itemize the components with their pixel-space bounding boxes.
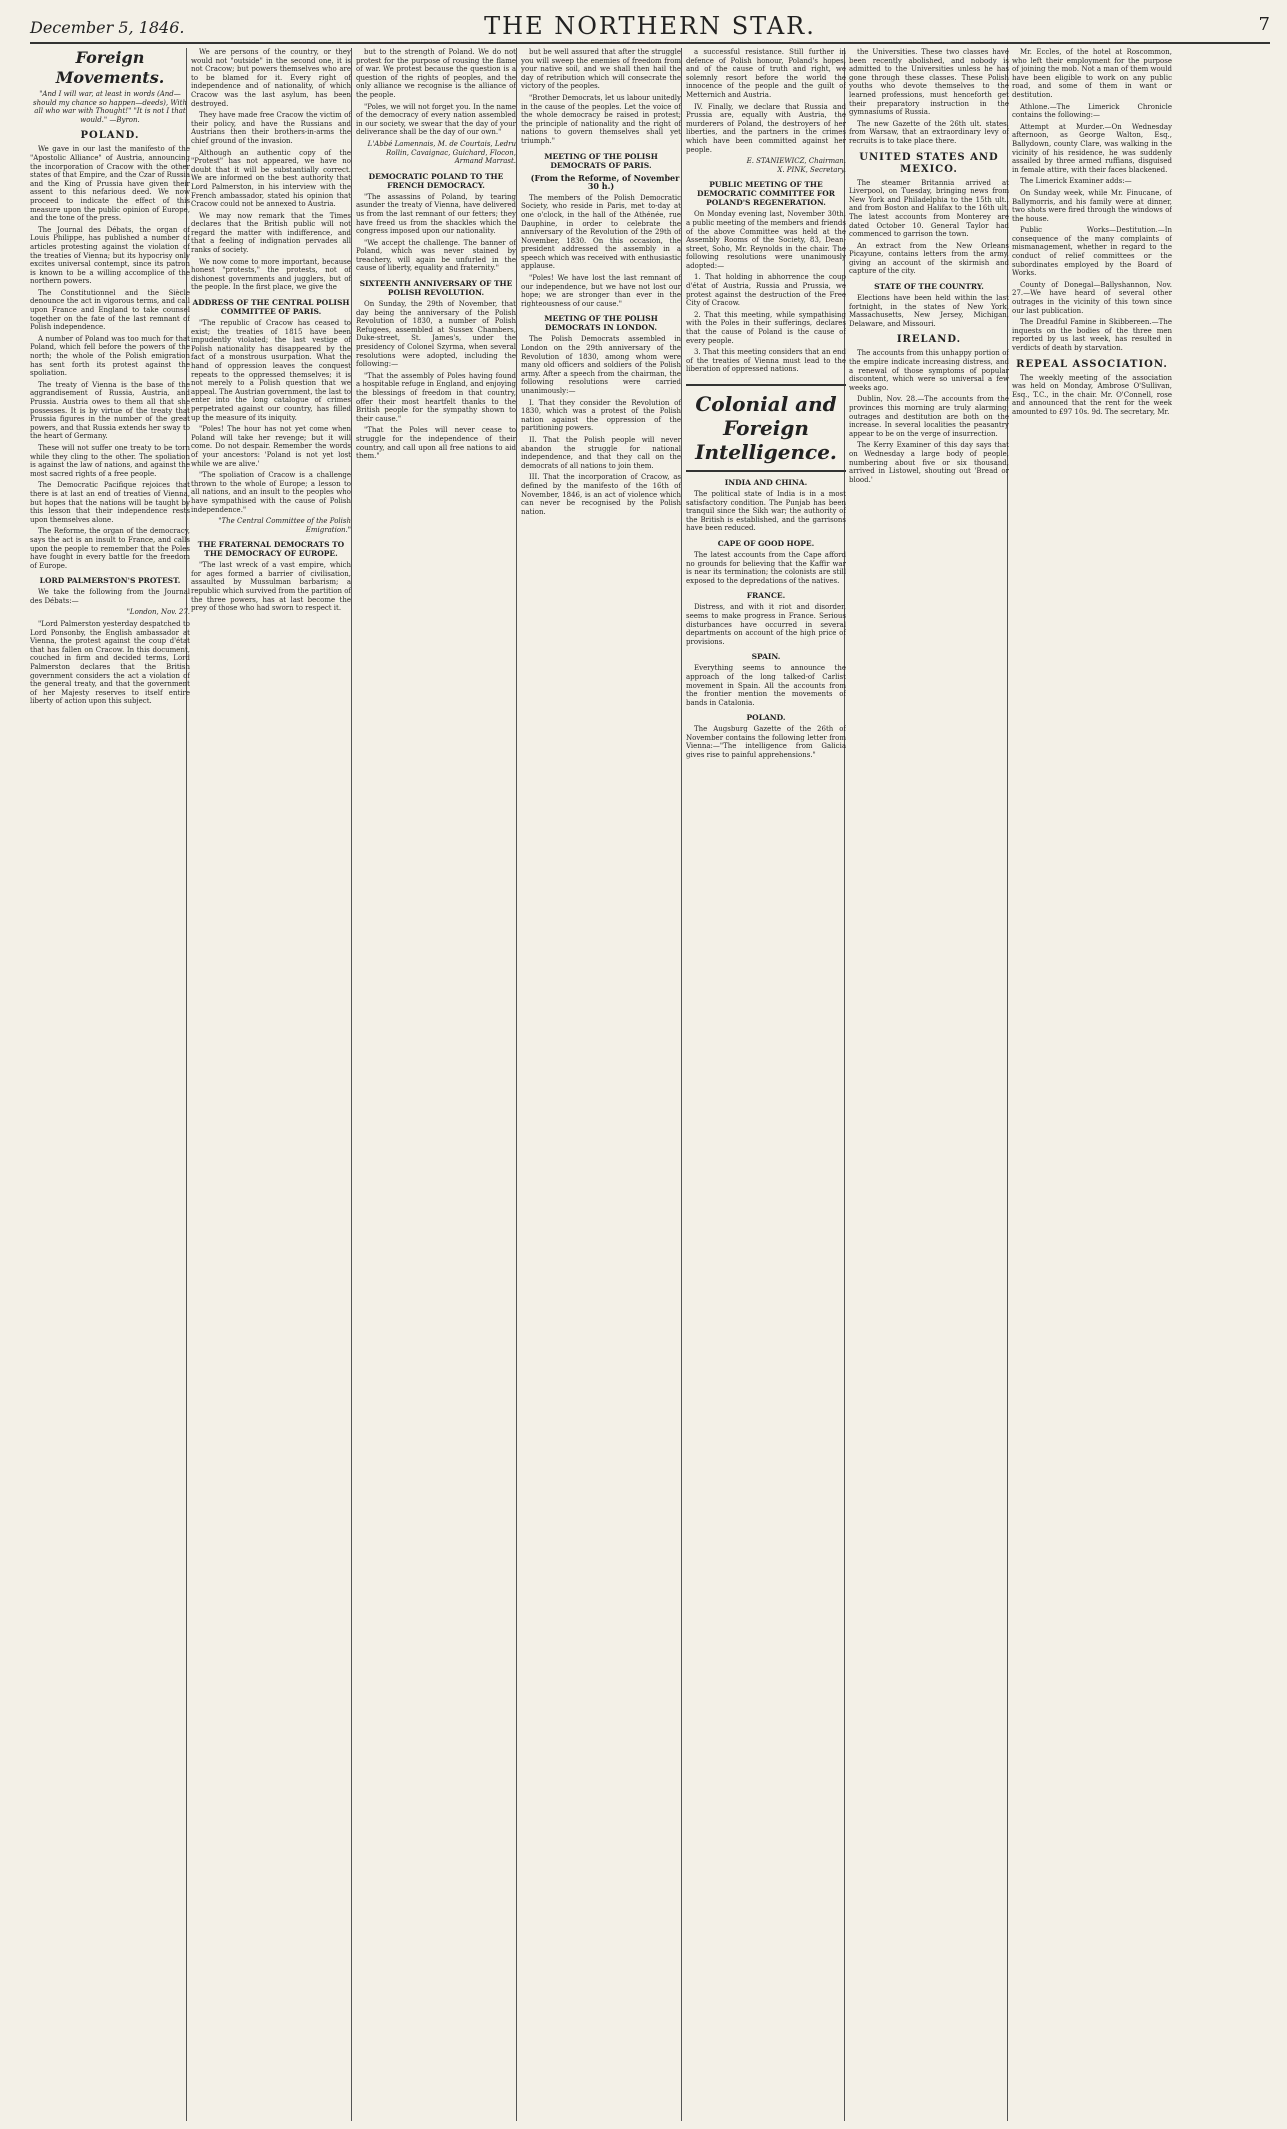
paragraph: III. That the incorporation of Cracow, as defined by the manifesto of the 16th of November, 1846, is an act of violence which can never be recognised by the Polish nation.	[521, 473, 681, 516]
column-rule	[351, 48, 352, 2121]
paragraph: IV. Finally, we declare that Russia and Prussia are, equally with Austria, the murderers of Poland, the destroyers of her liberties, and the partners in the crimes which have been committed against her people.	[686, 102, 846, 154]
paragraph: These will not suffer one treaty to be torn while they cling to the other. The spoliation is against the law of nations, and against the most sacred rights of a free people.	[30, 443, 190, 478]
column-rule	[681, 48, 682, 2121]
paragraph: The members of the Polish Democratic Society, who reside in Paris, met to-day at one o'clock, in the hall of the Athénée, rue Dauphine, in order to celebrate the anniversary of the Revolution of the 29th of November, 1830. On this occasion, the president addressed the assembly in a speech which was received with enthusiastic applause.	[521, 193, 681, 271]
paragraph: "The spoliation of Cracow is a challenge thrown to the whole of Europe; a lesson to all nations, and an insult to the peoples who have sympathised with the cause of Polish independence."	[191, 471, 351, 514]
paragraph: The Kerry Examiner of this day says that on Wednesday a large body of people, numbering about five or six thousand, arrived in Listowel, shouting out 'Bread or blood.'	[849, 441, 1009, 484]
paragraph: Athlone.—The Limerick Chronicle contains the following:—	[1012, 102, 1172, 120]
paragraph: "Brother Democrats, let us labour unitedly in the cause of the peoples. Let the voice of the whole democracy be raised in protest; the principle of nationality and the right of nations to govern themselves shall yet triumph."	[521, 93, 681, 145]
paragraph: The treaty of Vienna is the base of the aggrandisement of Russia, Austria, and Prussia. Austria owes to them all that she possesses. It is by virtue of the treaty that Prussia figures in the number of the great powers, and that Russia extends her sway to the heart of Germany.	[30, 380, 190, 441]
paragraph: 2. That this meeting, while sympathising with the Poles in their sufferings, declares that the cause of Poland is the cause of every people.	[686, 310, 846, 345]
column-4	[521, 48, 681, 2121]
paragraph: We are persons of the country, or they would not "outside" in the second one, it is not Cracow; but powers themselves who are to be blamed for it. Every right of independence and of nationality, of which Cracow was the last asylum, has been destroyed.	[191, 48, 351, 108]
paragraph: I. That they consider the Revolution of 1830, which was a protest of the Polish nation against the oppression of the partitioning powers.	[521, 398, 681, 433]
section-title: Foreign Movements.	[55, 48, 165, 87]
article-heading: INDIA AND CHINA.	[724, 478, 808, 487]
column-rule	[516, 48, 517, 2121]
paragraph: "Poles, we will not forget you. In the name of the democracy of every nation assembled in our society, we swear that the day of your deliverance shall be the day of our own."	[356, 102, 516, 137]
paragraph: Dublin, Nov. 28.—The accounts from the provinces this morning are truly alarming; outrages and destitution are both on the increase. In several localities the peasantry appear to be on the verge of insurrection.	[849, 395, 1009, 438]
signature: E. STANIEWICZ, Chairman. X. PINK, Secretary.	[746, 157, 846, 174]
paragraph: The accounts from this unhappy portion of the empire indicate increasing distress, and a renewal of those symptoms of popular discontent, which were so universal a few weeks ago.	[849, 349, 1009, 392]
article-heading: STATE OF THE COUNTRY.	[874, 282, 984, 292]
masthead	[30, 8, 1270, 44]
paragraph: Although an authentic copy of the "Protest" has not appeared, we have no doubt that it will be substantially correct. We are informed on the best authority that Lord Palmerston, in his interview with the French ambassador, stated his opinion that Cracow could not be annexed to Austria.	[191, 148, 351, 209]
paragraph: "The republic of Cracow has ceased to exist; the treaties of 1815 have been impudently violated; the last vestige of Polish nationality has disappeared by the fact of a monstrous usurpation. What the hand of oppression leaves the conquest repeats to the oppressed themselves; it is not merely to a Polish question that we appeal. The Austrian government, the last to enter into the long catalogue of crimes perpetrated against our country, has filled up the measure of its iniquity.	[191, 319, 351, 422]
page-number: 7	[1258, 14, 1270, 35]
paragraph: We now come to more important, because honest "protests," the protests, not of dishonest governments and jugglers, but of the people. In the first place, we give the	[191, 257, 351, 292]
paragraph: "Poles! We have lost the last remnant of our independence, but we have not lost our hope; we are stronger than ever in the righteousness of our cause."	[521, 274, 681, 308]
paragraph: The Augsburg Gazette of the 26th of November contains the following letter from Vienna:—"The intelligence from Galicia gives rise to painful apprehensions."	[686, 725, 846, 760]
paragraph: "Poles! The hour has not yet come when Poland will take her revenge; but it will come. Do not despair. Remember the words of your ancestors: 'Poland is not yet lost while we are alive.'	[191, 425, 351, 468]
paragraph: The political state of India is in a most satisfactory condition. The Punjab has been tranquil since the Sikh war; the authority of the British is established, and the garrisons have been reduced.	[686, 490, 846, 533]
column-3	[356, 48, 516, 2121]
paragraph: On Sunday week, while Mr. Finucane, of Ballymorris, and his family were at dinner, two shots were fired through the windows of the house.	[1012, 188, 1172, 223]
article-heading: ADDRESS OF THE CENTRAL POLISH COMMITTEE OF PARIS.	[192, 298, 350, 317]
paragraph: The new Gazette of the 26th ult. states, from Warsaw, that an extraordinary levy of recruits is to take place there.	[849, 119, 1009, 145]
issue-date: December 5, 1846.	[30, 18, 185, 37]
article-heading: THE FRATERNAL DEMOCRATS TO THE DEMOCRACY OF EUROPE.	[197, 540, 345, 559]
paragraph: We gave in our last the manifesto of the "Apostolic Alliance" of Austria, announcing the incorporation of Cracow with the other states of that Empire, and the Czar of Russia and the King of Prussia have given their assent to this nefarious deed. We now proceed to indicate the effect of this measure upon the public opinion of Europe, and the tone of the press.	[30, 145, 190, 223]
column-2	[191, 48, 351, 2121]
paragraph: The Polish Democrats assembled in London on the 29th anniversary of the Revolution of 1830, among whom were many old officers and soldiers of the Polish army. After a speech from the chairman, the following resolutions were carried unanimously:—	[521, 335, 681, 395]
article-heading: SIXTEENTH ANNIVERSARY OF THE POLISH REVOLUTION.	[359, 279, 513, 298]
paragraph: We may now remark that the Times declares that the British public will not regard the matter with indifference, and that a feeling of indignation pervades all ranks of society.	[191, 211, 351, 255]
paragraph: A number of Poland was too much for that Poland, which fell before the powers of the north; the whole of the Polish emigration has sent forth its protest against the spoliation.	[30, 334, 190, 378]
paragraph: a successful resistance. Still further in defence of Polish honour, Poland's hopes, and of the cause of truth and right, we solemnly resort before the world the innocence of the people and the guilt of Metternich and Austria.	[686, 48, 846, 99]
paragraph: On Monday evening last, November 30th, a public meeting of the members and friends of the above Committee was held at the Assembly Rooms of the Society, 83, Dean-street, Soho, Mr. Reynolds in the chair. The following resolutions were unanimously adopted:—	[686, 210, 846, 270]
epigraph: "And I will war, at least in words (And—should my chance so happen—deeds), With all who war with Thought!" "It is not I that would." —Byron.	[33, 90, 187, 124]
paragraph: "The last wreck of a vast empire, which for ages formed a barrier of civilisation, assaulted by Mussulman barbarism; a republic which survived from the partition of the three powers, has at last become the prey of those who had sworn to respect it.	[191, 561, 351, 613]
article-heading: REPEAL ASSOCIATION.	[1016, 358, 1168, 370]
article-heading: CAPE OF GOOD HOPE.	[717, 538, 815, 548]
article-heading: DEMOCRATIC POLAND TO THE FRENCH DEMOCRACY.	[368, 171, 504, 190]
paragraph: Public Works—Destitution.—In consequence of the many complaints of mismanagement, whether in regard to the conduct of relief committees or the subordinates employed by the Board of Works.	[1012, 226, 1172, 278]
paragraph: The latest accounts from the Cape afford no grounds for believing that the Kaffir war is near its termination; the colonists are still exposed to the depredations of the natives.	[686, 550, 846, 585]
paragraph: but be well assured that after the struggle you will sweep the enemies of freedom from your native soil, and we shall then hail the day of retribution which will consecrate the victory of the peoples.	[521, 48, 681, 91]
article-heading: POLAND.	[746, 713, 786, 723]
signatures: L'Abbé Lamennais, M. de Courtais, Ledru Rollin, Cavaignac, Guichard, Flocon, Armand Marrast.	[367, 139, 516, 166]
paragraph: On Sunday, the 29th of November, that day being the anniversary of the Polish Revolution of 1830, a number of Polish Refugees, assembled at Sussex Chambers, Duke-street, St. James's, under the presidency of Colonel Szyrma, when several resolutions were adopted, including the following:—	[356, 300, 516, 369]
paragraph: The Constitutionnel and the Siècle denounce the act in vigorous terms, and call upon France and England to take counsel together on the fate of the last remnant of Polish independence.	[30, 288, 190, 332]
dateline: "London, Nov. 27.	[126, 608, 190, 617]
paragraph: Distress, and with it riot and disorder, seems to make progress in France. Serious disturbances have occurred in several departments on account of the high price of provisions.	[686, 603, 846, 646]
paragraph: Elections have been held within the last fortnight, in the states of New York, Massachusetts, New Jersey, Michigan, Delaware, and Missouri.	[849, 294, 1009, 328]
paragraph: 1. That holding in abhorrence the coup d'état of Austria, Russia and Prussia, we protest against the destruction of the Free City of Cracow.	[686, 273, 846, 308]
paragraph: "Lord Palmerston yesterday despatched to Lord Ponsonby, the English ambassador at Vienna, the protest against the coup d'état that has fallen on Cracow. In this document, couched in firm and decided terms, Lord Palmerston declares that the British government considers the act a violation of the general treaty, and that the government of her Majesty reserves to itself entire liberty of action upon this subject.	[30, 620, 190, 706]
paragraph: The weekly meeting of the association was held on Monday, Ambrose O'Sullivan, Esq., T.C., in the chair. Mr. O'Connell, rose and announced that the rent for the week amounted to £97 10s. 9d. The secretary, Mr.	[1012, 373, 1172, 416]
source-note: (From the Reforme, of November 30 h.)	[530, 172, 680, 192]
paragraph: "That the Poles will never cease to struggle for the independence of their country, and call upon all free nations to aid them."	[356, 426, 516, 461]
article-heading: PUBLIC MEETING OF THE DEMOCRATIC COMMITTEE FOR POLAND'S REGENERATION.	[697, 180, 835, 208]
article-heading: IRELAND.	[896, 334, 962, 346]
paragraph: "The assassins of Poland, by tearing asunder the treaty of Vienna, have delivered us from the last remnant of our fetters; they have freed us from the shackles which the congress imposed upon our nationality.	[356, 192, 516, 236]
paragraph: II. That the Polish people will never abandon the struggle for national independence, and that they call on the democrats of all nations to join them.	[521, 435, 681, 470]
article-heading: POLAND.	[80, 130, 140, 142]
paragraph: 3. That this meeting considers that an end of the treaties of Vienna must lead to the liberation of oppressed nations.	[686, 348, 846, 374]
paragraph: An extract from the New Orleans Picayune, contains letters from the army, giving an account of the skirmish and capture of the city.	[849, 241, 1009, 276]
paragraph: "That the assembly of Poles having found a hospitable refuge in England, and enjoying the blessings of freedom in that country, offer their most heartfelt thanks to the British people for the sympathy shown to their cause."	[356, 371, 516, 423]
paragraph: "We accept the challenge. The banner of Poland, which was never stained by treachery, will again be unfurled in the cause of liberty, equality and fraternity."	[356, 238, 516, 273]
paragraph: The Reforme, the organ of the democracy, says the act is an insult to France, and calls upon the people to remember that the Poles have fought in every battle for the freedom of Europe.	[30, 527, 190, 570]
article-heading: UNITED STATES AND MEXICO.	[859, 151, 999, 175]
paragraph: Attempt at Murder.—On Wednesday afternoon, as George Walton, Esq., Ballydown, county Clare, was walking in the vicinity of his residence, he was suddenly assailed by three armed ruffians, disguised in female attire, with their faces blackened.	[1012, 122, 1172, 174]
paragraph: The Dreadful Famine in Skibbereen.—The inquests on the bodies of the three men reported by us last week, has resulted in verdicts of death by starvation.	[1012, 318, 1172, 352]
paragraph: Everything seems to announce the approach of the long talked-of Carlist movement in Spain. All the accounts from the frontier mention the movements of bands in Catalonia.	[686, 664, 846, 707]
paragraph: They have made free Cracow the victim of their policy, and have the Russians and Austrians then their brothers-in-arms the chief ground of the invasion.	[191, 111, 351, 145]
paragraph: the Universities. These two classes have been recently abolished, and nobody is admitted to the Universities unless he has gone through these classes. These Polish youths who devote themselves to the learned professions, must henceforth get their preparatory instruction in the gymnasiums of Russia.	[849, 48, 1009, 117]
signature: "The Central Committee of the Polish Emigration."	[218, 517, 351, 534]
paragraph: but to the strength of Poland. We do not protest for the purpose of rousing the flame of war. We protest because the question is a question of the rights of peoples, and the only alliance we recognise is the alliance of the people.	[356, 48, 516, 99]
article-heading: MEETING OF THE POLISH DEMOCRATS IN LONDON.	[544, 314, 658, 333]
column-5	[686, 48, 846, 2121]
paragraph: The Journal des Débats, the organ of Louis Philippe, has published a number of articles protesting against the violation of the treaties of Vienna; but its hypocrisy only excites universal contempt, since its patron is known to be a willing accomplice of the northern powers.	[30, 225, 190, 286]
column-7	[1012, 48, 1172, 2121]
section-title: Colonial and Foreign Intelligence.	[695, 392, 837, 464]
article-heading: MEETING OF THE POLISH DEMOCRATS OF PARIS.	[544, 151, 658, 170]
paragraph: County of Donegal—Ballyshannon, Nov. 27.—We have heard of several other outrages in the vicinity of this town since our last publication.	[1012, 280, 1172, 315]
section-banner	[686, 384, 846, 472]
article-heading: SPAIN.	[751, 652, 781, 662]
column-1	[30, 48, 190, 2121]
article-heading: FRANCE.	[746, 591, 786, 601]
paragraph: The Limerick Examiner adds:—	[1020, 177, 1132, 186]
column-6	[849, 48, 1009, 2121]
article-heading: LORD PALMERSTON'S PROTEST.	[39, 576, 181, 586]
paragraph: The steamer Britannia arrived at Liverpool, on Tuesday, bringing news from New York and Philadelphia to the 15th ult., and from Boston and Halifax to the 16th ult. The latest accounts from Monterey are dated October 10. General Taylor had commenced to garrison the town.	[849, 178, 1009, 239]
paragraph: The Democratic Pacifique rejoices that there is at last an end of treaties of Vienna, but hopes that the nations will be taught by this lesson that their independence rests upon themselves alone.	[30, 481, 190, 524]
paragraph: We take the following from the Journal des Débats:—	[30, 588, 190, 605]
paragraph: Mr. Eccles, of the hotel at Roscommon, who left their employment for the purpose of joining the mob. Not a man of them would have been eligible to work on any public road, and some of them in want or destitution.	[1012, 48, 1172, 99]
newspaper-title: THE NORTHERN STAR.	[484, 12, 816, 40]
